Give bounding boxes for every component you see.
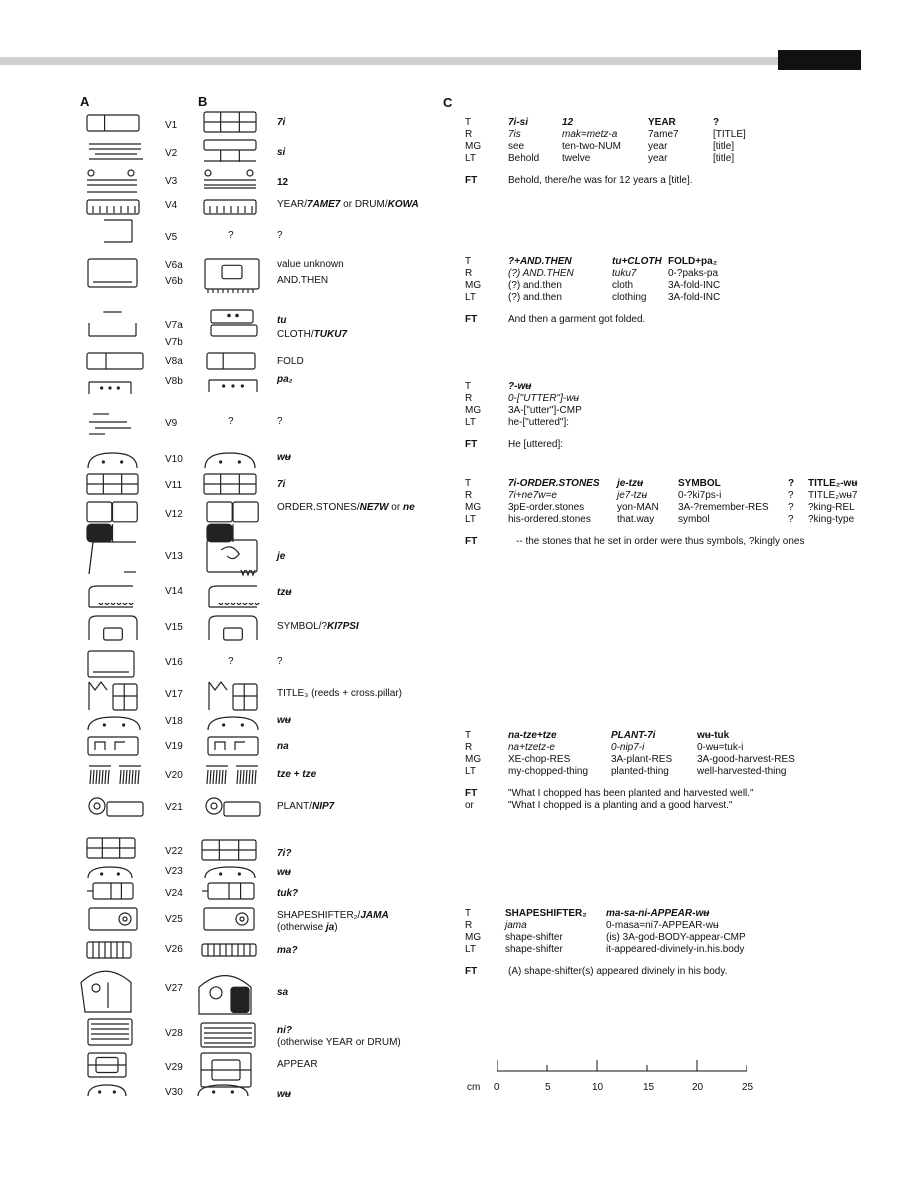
glyph-id: V26: [165, 944, 183, 955]
glyph-id: V14: [165, 586, 183, 597]
glyph-drawing-icon: [85, 256, 140, 290]
free-translation-label: FT: [465, 314, 478, 325]
gloss-part: or: [388, 502, 403, 513]
tier-cell: PLANT-7i: [611, 730, 656, 741]
glyph-gloss: TITLE₃ (reeds + cross.pillar): [277, 688, 402, 699]
glyph-drawing-icon: [85, 734, 141, 758]
glyph-gloss: wʉ: [277, 715, 291, 726]
glyph-id: V9: [165, 418, 178, 429]
glyph-id: V19: [165, 741, 183, 752]
glyph-drawing-icon: [85, 376, 135, 396]
scale-bar: [497, 1060, 747, 1072]
gloss-part: (otherwise: [277, 922, 326, 933]
glyph-gloss: ?: [277, 416, 283, 427]
glyph-id: V18: [165, 716, 183, 727]
glyph-drawing-icon: [195, 1082, 251, 1098]
tier-cell: year: [648, 153, 668, 164]
glyph-drawing-icon: [85, 538, 140, 578]
glyph-drawing-icon: [202, 256, 262, 296]
tier-cell: well-harvested-thing: [697, 766, 787, 777]
tier-label: T: [465, 117, 472, 128]
glyph-drawing-icon: [85, 760, 145, 788]
tier-label: T: [465, 381, 472, 392]
tier-cell: ?: [788, 490, 794, 501]
tier-cell: ?king-REL: [808, 502, 855, 513]
free-translation-label: FT: [465, 439, 478, 450]
glyph-gloss: [277, 1025, 401, 1049]
glyph-drawing-icon: [85, 648, 137, 680]
glyph-id: V1: [165, 120, 178, 131]
glyph-drawing-icon: [85, 612, 141, 644]
glyph-gloss: value unknown: [277, 259, 344, 270]
glyph-drawing-icon: [85, 140, 147, 162]
tier-cell: 3A-fold-INC: [668, 292, 721, 303]
tier-cell: (is) 3A-god-BODY-appear-CMP: [606, 932, 746, 943]
tier-cell: mak=metz-a: [562, 129, 618, 140]
glyph-gloss: AND.THEN: [277, 275, 329, 286]
glyph-drawing-icon: [85, 792, 147, 820]
glyph-drawing-icon: [85, 168, 139, 194]
tier-label: MG: [465, 280, 482, 291]
column-c-heading: C: [443, 95, 453, 110]
glyph-gloss: wʉ: [277, 452, 291, 463]
glyph-drawing-icon: [205, 612, 261, 644]
gloss-part: SYMBOL/?: [277, 621, 328, 632]
gloss-part: YEAR/: [277, 199, 308, 210]
glyph-id: V28: [165, 1028, 183, 1039]
glyph-id: V22: [165, 846, 183, 857]
glyph-drawing-icon: [100, 216, 136, 246]
free-translation: (A) shape-shifter(s) appeared divinely in his body.: [508, 966, 728, 977]
glyph-gloss: [277, 621, 359, 633]
tier-cell: that.way: [617, 514, 655, 525]
glyph-id: V20: [165, 770, 183, 781]
glyph-gloss: je: [277, 551, 286, 562]
glyph-unknown: ?: [228, 416, 234, 427]
tier-cell: ma-sa-ni-APPEAR-wʉ: [606, 908, 710, 919]
tier-label: MG: [465, 141, 482, 152]
glyph-id: V3: [165, 176, 178, 187]
glyph-gloss: ?: [277, 230, 283, 241]
glyph-id: V30: [165, 1087, 183, 1098]
header-rule: [0, 57, 778, 65]
glyph-gloss: tze + tze: [277, 769, 317, 780]
tier-cell: YEAR: [648, 117, 676, 128]
glyph-drawing-icon: [200, 938, 258, 960]
glyph-gloss: APPEAR: [277, 1059, 318, 1070]
glyph-drawing-icon: [75, 960, 135, 1016]
tier-cell: 7i-si: [508, 117, 529, 128]
tier-label: LT: [465, 514, 476, 525]
tier-cell: ?: [713, 117, 720, 128]
tier-cell: 3A-["utter"]-CMP: [508, 405, 582, 416]
gloss-part: ): [334, 922, 338, 933]
free-translation: "What I chopped has been planted and harvested well.": [508, 788, 754, 799]
glyph-gloss: pa₂: [277, 374, 293, 385]
tier-cell: SYMBOL: [678, 478, 721, 489]
free-translation-label: FT: [465, 536, 478, 547]
glyph-drawing-icon: [85, 936, 133, 962]
tier-cell: 3A-plant-RES: [611, 754, 673, 765]
gloss-part: PLANT/: [277, 801, 313, 812]
tier-cell: SHAPESHIFTER₂: [505, 908, 587, 919]
gloss-part: ne: [402, 502, 415, 513]
gloss-part: CLOTH/: [277, 329, 314, 340]
tier-cell: TITLE₂-wʉ: [808, 478, 858, 489]
glyph-gloss: [277, 329, 347, 341]
tier-label: LT: [465, 944, 476, 955]
glyph-gloss: tu: [277, 315, 287, 326]
glyph-id: V10: [165, 454, 183, 465]
column-b-heading: B: [198, 94, 208, 109]
glyph-drawing-icon: [202, 472, 258, 496]
glyph-id: V25: [165, 914, 183, 925]
glyph-drawing-icon: [205, 714, 261, 732]
tier-cell: [title]: [713, 153, 735, 164]
glyph-id: V24: [165, 888, 183, 899]
alternate-label: or: [465, 800, 474, 811]
tier-cell: je-tzʉ: [617, 478, 644, 489]
tier-cell: my-chopped-thing: [508, 766, 589, 777]
tier-label: T: [465, 256, 472, 267]
glyph-drawing-icon: [85, 1050, 129, 1080]
glyph-drawing-icon: [85, 1082, 129, 1098]
tier-cell: ?: [788, 478, 795, 489]
tier-cell: tuku7: [612, 268, 637, 279]
tier-cell: TITLE₂wʉ7: [808, 490, 858, 501]
tier-label: LT: [465, 292, 476, 303]
tier-label: R: [465, 393, 473, 404]
tier-cell: it-appeared-divinely-in.his.body: [606, 944, 745, 955]
glyph-drawing-icon: [85, 408, 135, 438]
glyph-gloss: [277, 199, 419, 211]
gloss-part: ja: [325, 922, 335, 933]
gloss-part: JAMA: [360, 910, 389, 921]
glyph-id: V12: [165, 509, 183, 520]
glyph-gloss: tzʉ: [277, 587, 292, 598]
glyph-id: V29: [165, 1062, 183, 1073]
glyph-unknown: ?: [228, 656, 234, 667]
glyph-id: V17: [165, 689, 183, 700]
tier-cell: [title]: [713, 141, 735, 152]
glyph-gloss: [277, 502, 415, 514]
tier-cell: symbol: [678, 514, 710, 525]
scale-tick-label: 15: [643, 1082, 655, 1093]
column-a-heading: A: [80, 94, 90, 109]
tier-label: R: [465, 742, 473, 753]
glyph-drawing-icon: [202, 450, 258, 470]
glyph-drawing-icon: [85, 904, 141, 934]
tier-cell: ?king-type: [808, 514, 855, 525]
glyph-gloss: 12: [277, 177, 289, 188]
tier-cell: 3A-?remember-RES: [678, 502, 769, 513]
tier-cell: (?) AND.THEN: [508, 268, 574, 279]
glyph-drawing-icon: [198, 1020, 258, 1050]
glyph-drawing-icon: [202, 792, 264, 820]
gloss-part: (otherwise YEAR or DRUM): [277, 1037, 401, 1048]
gloss-part: NE7W: [359, 502, 389, 513]
glyph-id: V27: [165, 983, 183, 994]
tier-cell: he-["uttered"]:: [508, 417, 570, 428]
tier-cell: (?) and.then: [508, 292, 562, 303]
header-tab-block: [778, 50, 861, 70]
glyph-unknown: ?: [228, 230, 234, 241]
tier-label: MG: [465, 405, 482, 416]
tier-cell: 3A-fold-INC: [668, 280, 721, 291]
tier-cell: wʉ-tuk: [697, 730, 730, 741]
gloss-part: or DRUM/: [340, 199, 388, 210]
tier-cell: twelve: [562, 153, 591, 164]
glyph-gloss: [277, 801, 334, 813]
glyph-drawing-icon: [200, 904, 258, 934]
tier-cell: 0-?ki7ps-i: [678, 490, 722, 501]
free-translation: -- the stones that he set in order were thus symbols, ?kingly ones: [516, 536, 805, 547]
tier-label: MG: [465, 932, 482, 943]
glyph-id: V8b: [165, 376, 183, 387]
gloss-part: 7AME7: [307, 199, 341, 210]
glyph-gloss: wʉ: [277, 1089, 291, 1100]
glyph-drawing-icon: [205, 374, 261, 394]
tier-cell: 7is: [508, 129, 521, 140]
glyph-drawing-icon: [208, 308, 258, 338]
glyph-gloss: ?: [277, 656, 283, 667]
glyph-id: V13: [165, 551, 183, 562]
glyph-id: V16: [165, 657, 183, 668]
free-translation-label: FT: [465, 788, 478, 799]
tier-label: MG: [465, 502, 482, 513]
tier-cell: his-ordered.stones: [508, 514, 591, 525]
glyph-id: V23: [165, 866, 183, 877]
glyph-gloss: 7i: [277, 479, 286, 490]
glyph-drawing-icon: [85, 880, 137, 902]
glyph-drawing-icon: [205, 583, 261, 611]
tier-cell: ten-two-NUM: [562, 141, 621, 152]
glyph-gloss: sa: [277, 987, 289, 998]
tier-label: T: [465, 730, 472, 741]
glyph-drawing-icon: [85, 350, 145, 372]
tier-cell: shape-shifter: [505, 944, 563, 955]
glyph-drawing-icon: [85, 450, 140, 470]
glyph-drawing-icon: [85, 306, 140, 340]
glyph-drawing-icon: [200, 838, 258, 862]
glyph-drawing-icon: [202, 138, 258, 164]
tier-cell: 3pE-order.stones: [508, 502, 585, 513]
glyph-drawing-icon: [195, 962, 255, 1018]
tier-label: R: [465, 268, 473, 279]
glyph-id: V6a: [165, 260, 183, 271]
tier-cell: 7ame7: [648, 129, 679, 140]
glyph-drawing-icon: [205, 350, 257, 372]
tier-cell: 12: [562, 117, 574, 128]
tier-cell: (?) and.then: [508, 280, 562, 291]
glyph-drawing-icon: [205, 538, 259, 578]
tier-cell: XE-chop-RES: [508, 754, 571, 765]
tier-cell: ?-wʉ: [508, 381, 532, 392]
tier-label: LT: [465, 766, 476, 777]
glyph-drawing-icon: [85, 112, 141, 134]
glyph-drawing-icon: [202, 864, 258, 880]
tier-cell: ?: [788, 502, 794, 513]
scale-tick-label: 20: [692, 1082, 704, 1093]
glyph-drawing-icon: [202, 110, 258, 134]
glyph-drawing-icon: [85, 864, 135, 880]
tier-cell: shape-shifter: [505, 932, 563, 943]
tier-cell: planted-thing: [611, 766, 669, 777]
tier-cell: cloth: [612, 280, 634, 291]
glyph-gloss: na: [277, 741, 289, 752]
tier-label: R: [465, 920, 473, 931]
tier-cell: see: [508, 141, 525, 152]
tier-label: R: [465, 129, 473, 140]
tier-cell: na+tzetz-e: [508, 742, 555, 753]
glyph-drawing-icon: [85, 472, 140, 496]
glyph-id: V11: [165, 480, 183, 491]
tier-cell: yon-MAN: [617, 502, 659, 513]
tier-cell: 7i+ne7w=e: [508, 490, 557, 501]
tier-cell: clothing: [612, 292, 647, 303]
glyph-id: V8a: [165, 356, 183, 367]
glyph-id: V4: [165, 200, 178, 211]
gloss-part: TUKU7: [313, 329, 348, 340]
tier-cell: jama: [505, 920, 527, 931]
scale-unit: cm: [467, 1082, 481, 1093]
glyph-gloss: FOLD: [277, 356, 304, 367]
glyph-drawing-icon: [85, 714, 143, 732]
glyph-drawing-icon: [85, 836, 137, 860]
glyph-drawing-icon: [85, 583, 137, 611]
tier-label: T: [465, 478, 472, 489]
tier-cell: je7-tzʉ: [617, 490, 648, 501]
gloss-part: ni?: [277, 1025, 292, 1036]
glyph-id: V7b: [165, 337, 183, 348]
free-translation: He [uttered]:: [508, 439, 564, 450]
tier-cell: na-tze+tze: [508, 730, 557, 741]
tier-label: LT: [465, 153, 476, 164]
tier-cell: FOLD+pa₂: [668, 256, 718, 267]
glyph-drawing-icon: [85, 1016, 135, 1048]
tier-cell: 3A-good-harvest-RES: [697, 754, 795, 765]
glyph-drawing-icon: [205, 678, 261, 714]
gloss-part: NIP7: [312, 801, 335, 812]
glyph-drawing-icon: [202, 760, 262, 788]
scale-tick-label: 0: [494, 1082, 500, 1093]
glyph-drawing-icon: [205, 734, 261, 758]
tier-cell: 0-masa=ni7-APPEAR-wʉ: [606, 920, 719, 931]
glyph-drawing-icon: [85, 678, 141, 714]
gloss-part: KOWA: [387, 199, 419, 210]
tier-cell: 7i-ORDER.STONES: [508, 478, 600, 489]
free-translation-label: FT: [465, 175, 478, 186]
tier-cell: ?+AND.THEN: [508, 256, 572, 267]
tier-cell: 0-wʉ=tuk-i: [697, 742, 744, 753]
tier-label: T: [465, 908, 472, 919]
glyph-id: V2: [165, 148, 178, 159]
glyph-gloss: 7i: [277, 117, 286, 128]
glyph-gloss: tuk?: [277, 888, 299, 899]
glyph-id: V21: [165, 802, 183, 813]
glyph-id: V7a: [165, 320, 183, 331]
glyph-gloss: 7i?: [277, 848, 292, 859]
tier-cell: 0-?paks-pa: [668, 268, 719, 279]
tier-cell: tu+CLOTH: [612, 256, 662, 267]
tier-cell: 0-["UTTER"]-wʉ: [508, 393, 579, 404]
glyph-drawing-icon: [85, 196, 141, 216]
scale-tick-label: 25: [742, 1082, 754, 1093]
tier-label: R: [465, 490, 473, 501]
tier-cell: Behold: [508, 153, 540, 164]
free-translation: Behold, there/he was for 12 years a [title].: [508, 175, 693, 186]
tier-cell: ?: [788, 514, 794, 525]
glyph-gloss: si: [277, 147, 286, 158]
gloss-part: ORDER.STONES/: [277, 502, 360, 513]
tier-cell: year: [648, 141, 668, 152]
glyph-id: V15: [165, 622, 183, 633]
tier-label: LT: [465, 417, 476, 428]
glyph-gloss: [277, 910, 389, 934]
glyph-gloss: wʉ: [277, 867, 291, 878]
glyph-drawing-icon: [202, 168, 258, 190]
gloss-part: SHAPESHIFTER₂/: [277, 910, 361, 921]
glyph-drawing-icon: [200, 880, 258, 902]
free-translation: And then a garment got folded.: [508, 314, 646, 325]
glyph-drawing-icon: [202, 196, 258, 216]
free-translation-label: FT: [465, 966, 478, 977]
tier-label: MG: [465, 754, 482, 765]
tier-cell: 0-nip7-i: [611, 742, 645, 753]
scale-tick-label: 5: [545, 1082, 551, 1093]
scale-tick-label: 10: [592, 1082, 604, 1093]
glyph-id: V6b: [165, 276, 183, 287]
gloss-part: KI7PSI: [327, 621, 359, 632]
tier-cell: [TITLE]: [713, 129, 746, 140]
glyph-gloss: ma?: [277, 945, 298, 956]
alternate-translation: "What I chopped is a planting and a good harvest.": [508, 800, 733, 811]
glyph-id: V5: [165, 232, 178, 243]
